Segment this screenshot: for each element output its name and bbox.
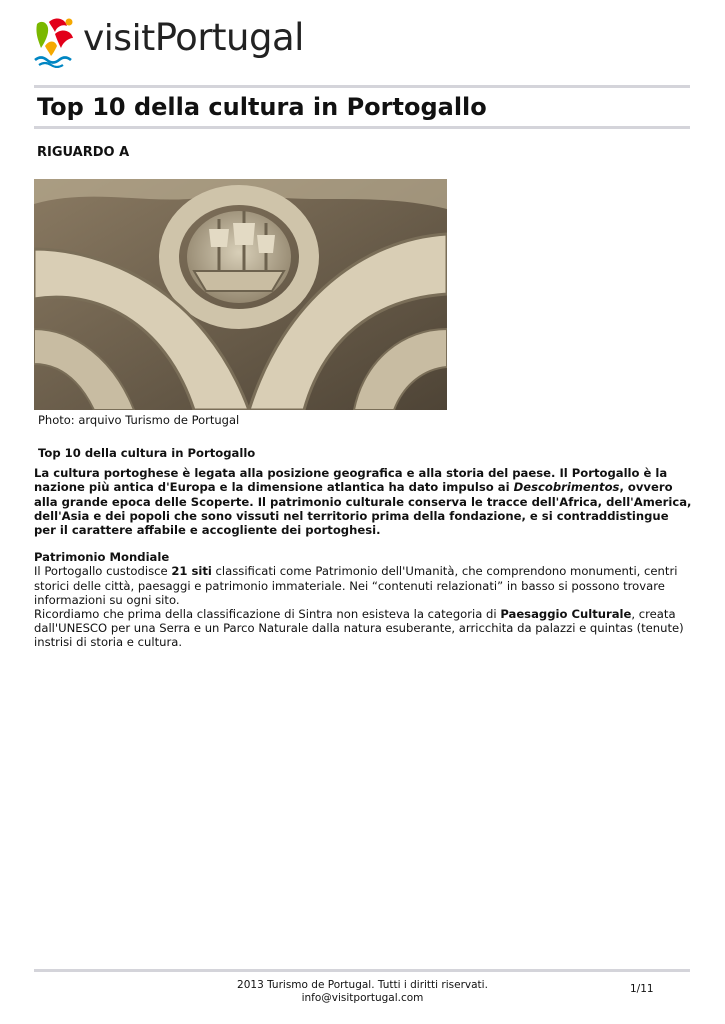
footer-rule bbox=[34, 969, 690, 972]
logo-text-portugal: Portugal bbox=[154, 16, 304, 59]
article-photo bbox=[34, 179, 447, 410]
heritage-p2-text-a: Ricordiamo che prima della classificazione di Sintra non esisteva la categoria di bbox=[34, 607, 501, 622]
heritage-p1-text-b: classificati come Patrimonio dell'Umanità, che comprendono monumenti, centri storici delle città, paesaggi e patrimonio immateriale. Nei “contenuti relazionati” in basso si possono trovare informazioni su ogni sito. bbox=[34, 564, 678, 607]
article-body bbox=[34, 446, 694, 650]
header-rule-bottom bbox=[34, 126, 690, 129]
intro-emphasis: Descobrimentos bbox=[513, 480, 620, 495]
header-rule-top bbox=[34, 85, 690, 88]
heritage-title: Patrimonio Mondiale bbox=[34, 550, 170, 565]
page-number: 1/11 bbox=[630, 983, 654, 995]
footer-copyright: 2013 Turismo de Portugal. Tutti i diritti riservati. bbox=[237, 979, 488, 991]
article-subheading: Top 10 della cultura in Portogallo bbox=[38, 446, 256, 460]
footer-email-link[interactable]: info@visitportugal.com bbox=[301, 992, 424, 1004]
heritage-p1-bold: 21 siti bbox=[171, 564, 212, 579]
heritage-p1-text-a: Il Portogallo custodisce bbox=[34, 564, 172, 579]
portugal-emblem-icon bbox=[33, 16, 79, 68]
section-label: RIGUARDO A bbox=[37, 145, 130, 160]
heritage-p2-text-b: , creata dall'UNESCO per una Serra e un Parco Naturale dalla natura esuberante, arricchita da palazzi e quintas (tenute) instrisi di storia e cultura. bbox=[34, 607, 684, 650]
footer bbox=[200, 979, 525, 1005]
visitportugal-logo[interactable] bbox=[33, 14, 333, 74]
heritage-paragraph-1 bbox=[34, 564, 694, 607]
page-title: Top 10 della cultura in Portogallo bbox=[37, 93, 487, 121]
intro-text-1: La cultura portoghese è legata alla posizione geografica e alla storia del paese. Il Portogallo è la nazione più antica d'Europa e la dimensione atlantica ha dato impulso ai bbox=[34, 466, 668, 495]
intro-paragraph bbox=[34, 466, 694, 537]
heritage-p2-bold: Paesaggio Culturale bbox=[500, 607, 632, 622]
heritage-paragraph-2 bbox=[34, 607, 694, 650]
logo-text-visit: visit bbox=[83, 18, 155, 59]
intro-text-2: , ovvero alla grande epoca delle Scoperte. Il patrimonio culturale conserva le tracce dell'Africa, dell'America, dell'Asia e dei popoli che sono vissuti nel territorio prima della fondazione, e si contraddistingue per il carattere affabile e accogliente dei portoghesi. bbox=[34, 480, 692, 538]
carved-ship-relief-image bbox=[34, 179, 447, 410]
logo-wordmark bbox=[83, 16, 304, 59]
photo-caption: Photo: arquivo Turismo de Portugal bbox=[38, 413, 240, 427]
